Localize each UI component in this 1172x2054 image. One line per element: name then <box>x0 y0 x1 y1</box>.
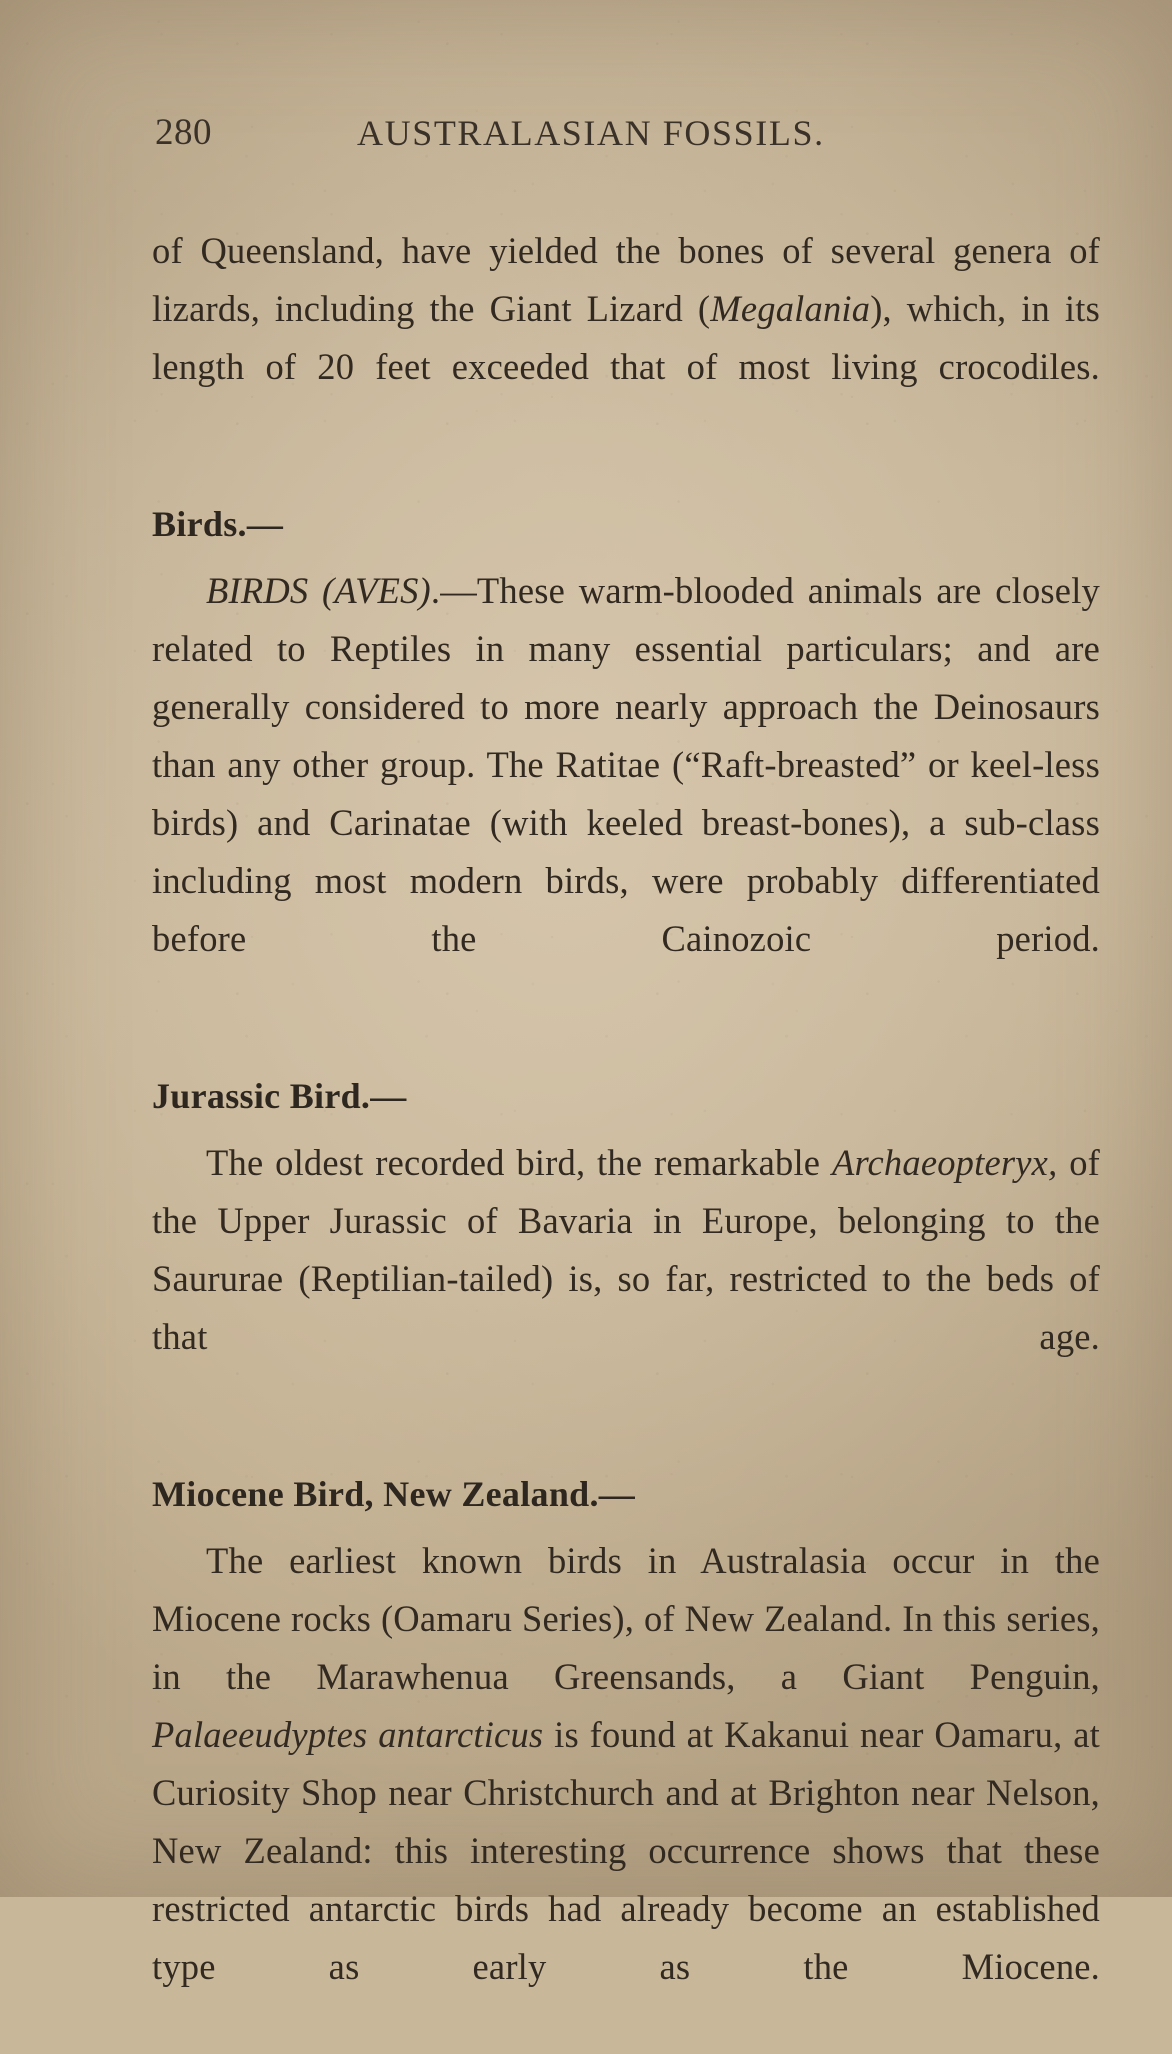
spacer <box>152 1520 1100 1532</box>
paragraph-birds-aves <box>152 562 1100 1026</box>
text-run-italic: Archaeopteryx, <box>831 1142 1058 1183</box>
heading-jurassic-bird: Jurassic Bird.— <box>152 1076 407 1116</box>
page-number: 280 <box>155 112 212 153</box>
paragraph-miocene-bird <box>152 1532 1100 2054</box>
text-run-italic: BIRDS (AVES) <box>206 570 431 611</box>
text-run: .—These warm-blooded animals are closely related to Reptiles in many essential particulars; and are generally considered to more nearly approach the Deinosaurs than any other group. The Ratitae (“Raft-breasted” or keel-less birds) and Carinatae (with keeled breast-bones), a sub-class including most modern birds, were probably differentiated before the Cainozoic period. <box>152 570 1100 959</box>
running-head <box>152 108 1100 170</box>
text-run: of Queensland, have yielded the bones of several genera of lizards, including the Giant Lizard ( <box>152 230 1100 329</box>
spacer <box>152 550 1100 562</box>
spacer <box>152 1424 1100 1468</box>
heading-birds: Birds.— <box>152 504 284 544</box>
paragraph-jurassic-bird <box>152 1134 1100 1424</box>
text-run: of the Upper Jurassic of Bavaria in Europe, belonging to the Saururae (Reptilian-tailed) is, so far, restricted to the beds of that age. <box>152 1142 1100 1357</box>
text-run-italic: Megalania <box>710 288 871 329</box>
spacer <box>152 454 1100 498</box>
heading-miocene-bird-new-zealand: Miocene Bird, New Zealand.— <box>152 1474 636 1514</box>
page-content <box>152 108 1100 2054</box>
running-head-title: AUSTRALASIAN FOSSILS. <box>357 113 825 153</box>
spacer <box>152 1026 1100 1070</box>
text-run-italic: Palaeeudyptes antarcticus <box>152 1714 544 1755</box>
spacer <box>152 1122 1100 1134</box>
paragraph-queensland-lizards <box>152 222 1100 454</box>
text-run: ), which, in its length of 20 feet exceeded that of most living crocodiles. <box>152 288 1100 387</box>
text-run: The oldest recorded bird, the remarkable <box>206 1142 832 1183</box>
text-run: is found at Kakanui near Oamaru, at Curiosity Shop near Christchurch and at Brighton near Nelson, New Zealand: this interesting occurrence shows that these restricted antarctic birds had already become an established type as early as the Miocene. <box>152 1714 1100 1987</box>
text-run: The earliest known birds in Australasia occur in the Miocene rocks (Oamaru Series), of New Zealand. In this series, in the Marawhenua Greensands, a Giant Penguin, <box>152 1540 1100 1697</box>
